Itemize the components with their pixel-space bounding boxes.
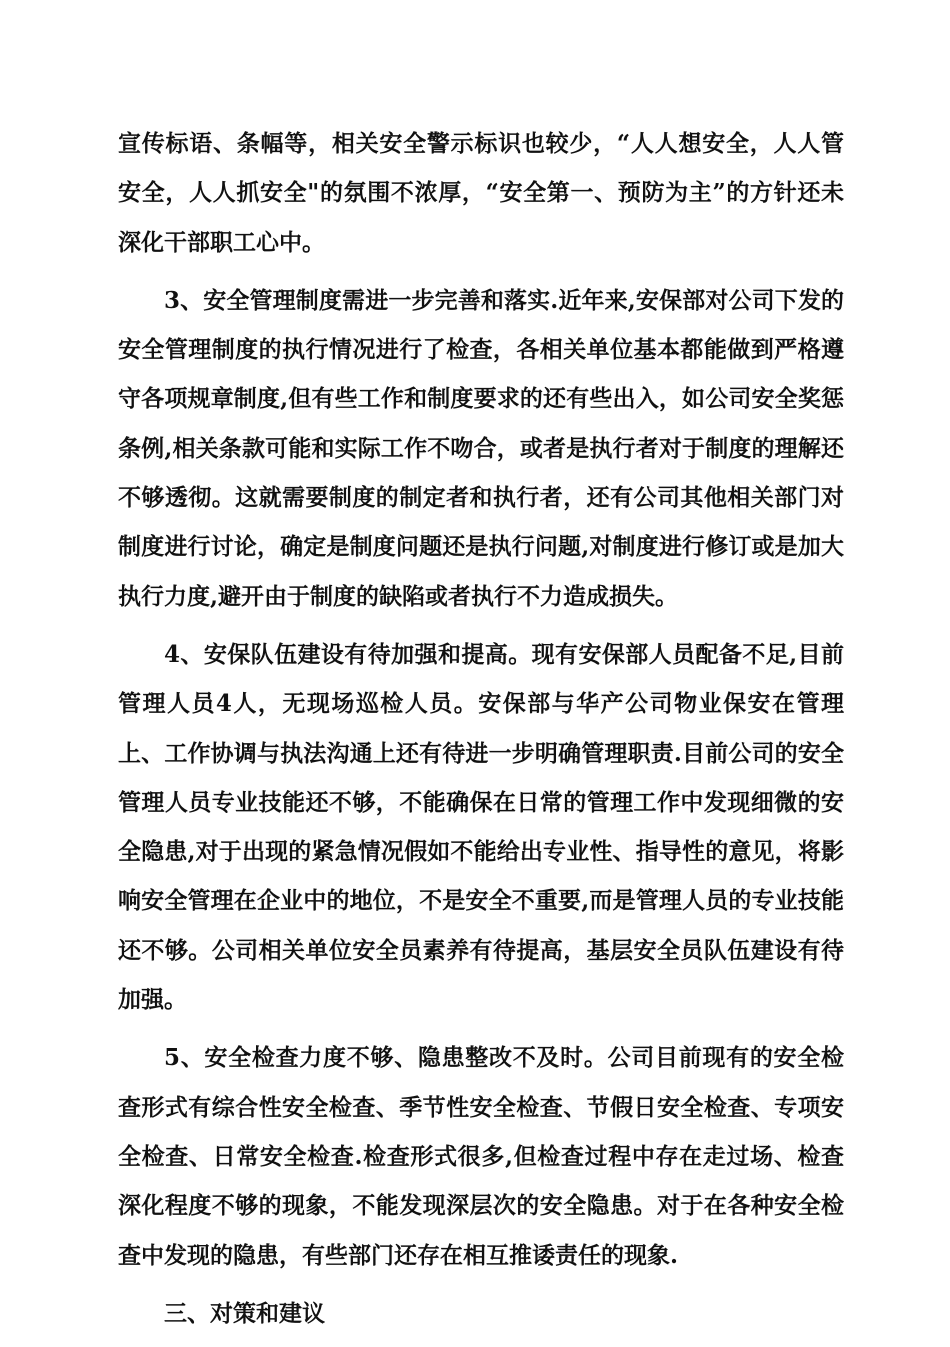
document-body: [118, 119, 844, 1347]
section-heading: 三、对策和建议: [164, 1299, 325, 1327]
paragraph-continuation: 宣传标语、条幅等，相关安全警示标识也较少，“人人想安全，人人管安全，人人抓安全"的氛围不浓厚，“安全第一、预防为主”的方针还未深化干部职工心中。: [118, 130, 844, 256]
paragraph-item-5: 5、安全检查力度不够、隐患整改不及时。公司目前现有的安全检查形式有综合性安全检查、季节性安全检查、节假日安全检查、专项安全检查、日常安全检查.检查形式很多,但检查过程中存在走过场、检查深化程度不够的现象，不能发现深层次的安全隐患。对于在各种安全检查中发现的隐患，有些部门还存在相互推诿责任的现象.: [118, 1044, 844, 1269]
paragraph-item-3: 3、安全管理制度需进一步完善和落实.近年来,安保部对公司下发的安全管理制度的执行情况进行了检查，各相关单位基本都能做到严格遵守各项规章制度,但有些工作和制度要求的还有些出入，如公司安全奖惩条例,相关条款可能和实际工作不吻合，或者是执行者对于制度的理解还不够透彻。这就需要制度的制定者和执行者，还有公司其他相关部门对制度进行讨论，确定是制度问题还是执行问题,对制度进行修订或是加大执行力度,避开由于制度的缺陷或者执行不力造成损失。: [118, 286, 844, 610]
paragraph-item-4: 4、安保队伍建设有待加强和提高。现有安保部人员配备不足,目前管理人员4人，无现场巡检人员。安保部与华产公司物业保安在管理上、工作协调与执法沟通上还有待进一步明确管理职责.目前公司的安全管理人员专业技能还不够，不能确保在日常的管理工作中发现细微的安全隐患,对于出现的紧急情况假如不能给出专业性、指导性的意见，将影响安全管理在企业中的地位，不是安全不重要,而是管理人员的专业技能还不够。公司相关单位安全员素养有待提高，基层安全员队伍建设有待加强。: [118, 640, 844, 1014]
